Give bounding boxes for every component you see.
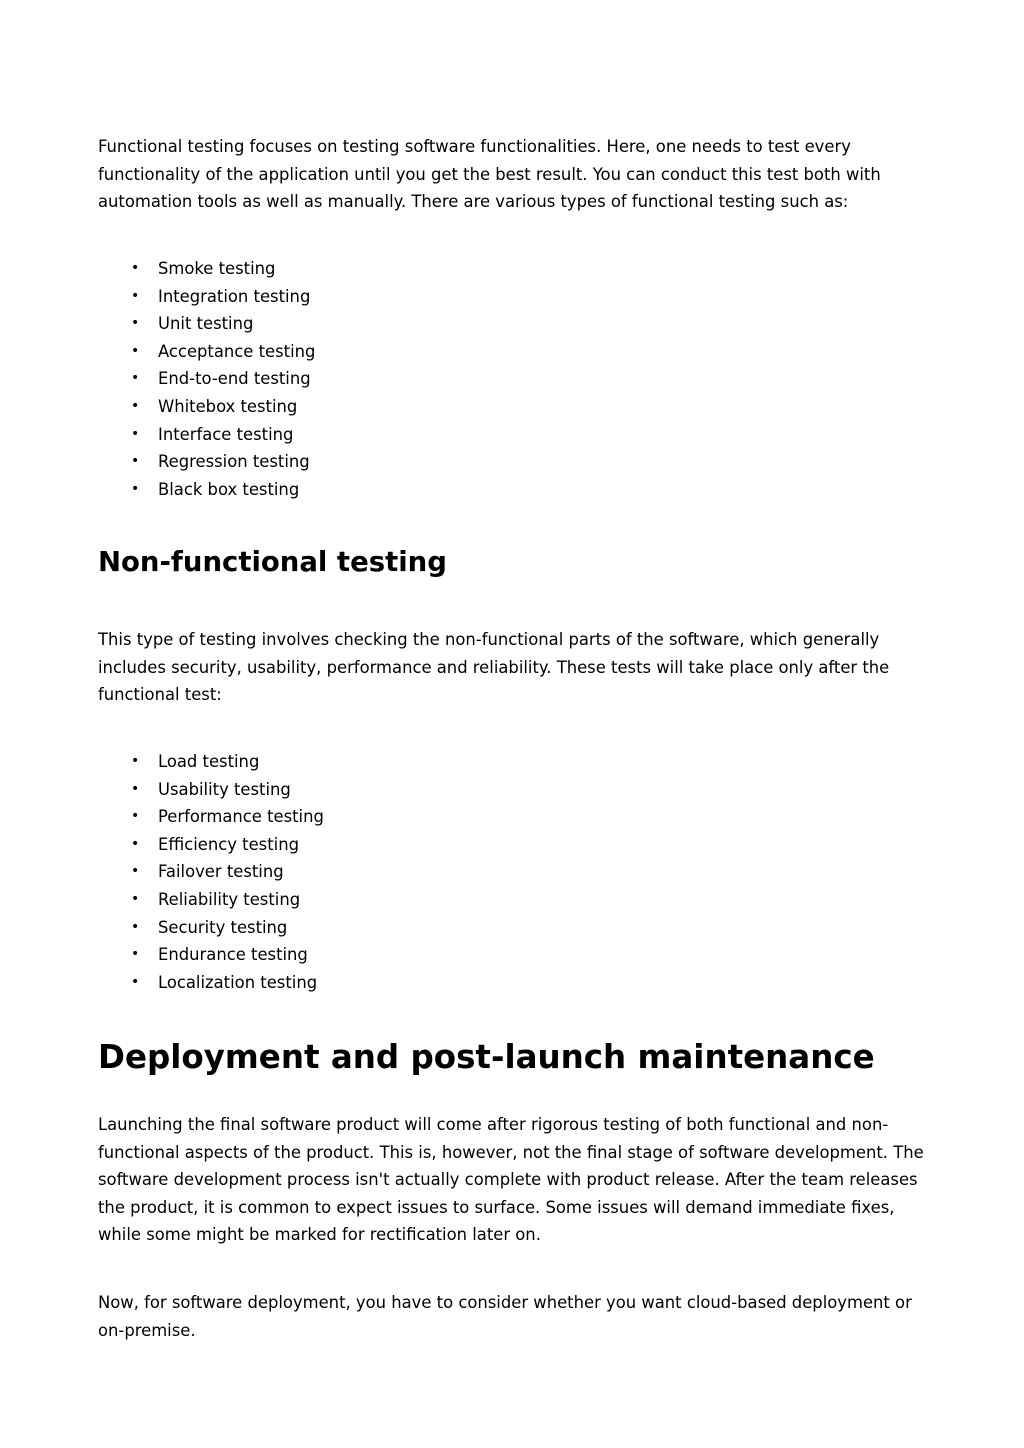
nonfunctional-testing-list [98,748,324,996]
list-item [98,969,324,997]
list-item [98,338,315,366]
list-item [98,886,324,914]
list-item [98,448,315,476]
list-item [98,858,324,886]
deployment-heading: Deployment and post-launch maintenance [98,1038,875,1076]
list-item [98,776,324,804]
bullet-icon: • [131,315,140,332]
deployment-paragraph-1: Launching the final software product will come after rigorous testing of both functional and non-functional aspects of the product. This is, however, not the final stage of software development. The software development process isn't actually complete with product release. After the team releases the product, it is common to expect issues to surface. Some issues will demand immediate fixes, while some might be marked for rectification later on. [98,1115,924,1244]
list-item-label: Whitebox testing [158,396,298,416]
bullet-icon: • [131,480,140,497]
bullet-icon: • [131,946,140,963]
list-item [98,255,315,283]
list-item-label: Black box testing [158,479,300,499]
list-item [98,941,324,969]
bullet-icon: • [131,260,140,276]
intro-paragraph: Functional testing focuses on testing software functionalities. Here, one needs to test every functionality of the application until you get the best result. You can conduct this test both with automation tools as well as manually. There are various types of functional testing such as: [98,137,881,211]
list-item-label: Unit testing [158,314,254,334]
list-item [98,831,324,859]
list-item [98,748,324,776]
list-item-label: Interface testing [158,424,294,444]
list-item [98,421,315,449]
bullet-icon: • [131,397,140,414]
bullet-icon: • [131,370,140,387]
bullet-icon: • [131,780,140,797]
bullet-icon: • [131,342,140,359]
list-item-label: Efficiency testing [158,834,299,854]
nonfunctional-heading: Non-functional testing [98,546,447,578]
bullet-icon: • [131,425,140,442]
bullet-icon: • [131,890,140,907]
list-item-label: Security testing [158,917,288,937]
list-item-label: Regression testing [158,452,310,472]
list-item [98,803,324,831]
deployment-paragraph-2: Now, for software deployment, you have to consider whether you want cloud-based deployment or on-premise. [98,1293,912,1340]
bullet-icon: • [131,753,140,769]
bullet-icon: • [131,918,140,935]
list-item-label: Localization testing [158,972,318,992]
bullet-icon: • [131,453,140,470]
list-item-label: Failover testing [158,862,284,882]
functional-testing-list [98,255,315,503]
list-item-label: Performance testing [158,807,324,827]
list-item-label: Endurance testing [158,945,308,965]
list-item-label: Reliability testing [158,889,301,909]
list-item [98,914,324,942]
list-item-label: Load testing [158,752,260,771]
bullet-icon: • [131,863,140,880]
list-item [98,365,315,393]
list-item-label: Acceptance testing [158,341,316,361]
list-item [98,310,315,338]
bullet-icon: • [131,973,140,990]
list-item-label: Usability testing [158,779,291,799]
nonfunctional-paragraph: This type of testing involves checking the non-functional parts of the software, which generally includes security, usability, performance and reliability. These tests will take place only after the functional test: [98,630,890,704]
list-item [98,476,315,504]
list-item-label: Smoke testing [158,259,276,278]
bullet-icon: • [131,287,140,304]
bullet-icon: • [131,835,140,852]
list-item-label: End-to-end testing [158,369,311,389]
list-item [98,283,315,311]
bullet-icon: • [131,808,140,825]
list-item [98,393,315,421]
list-item-label: Integration testing [158,286,311,306]
